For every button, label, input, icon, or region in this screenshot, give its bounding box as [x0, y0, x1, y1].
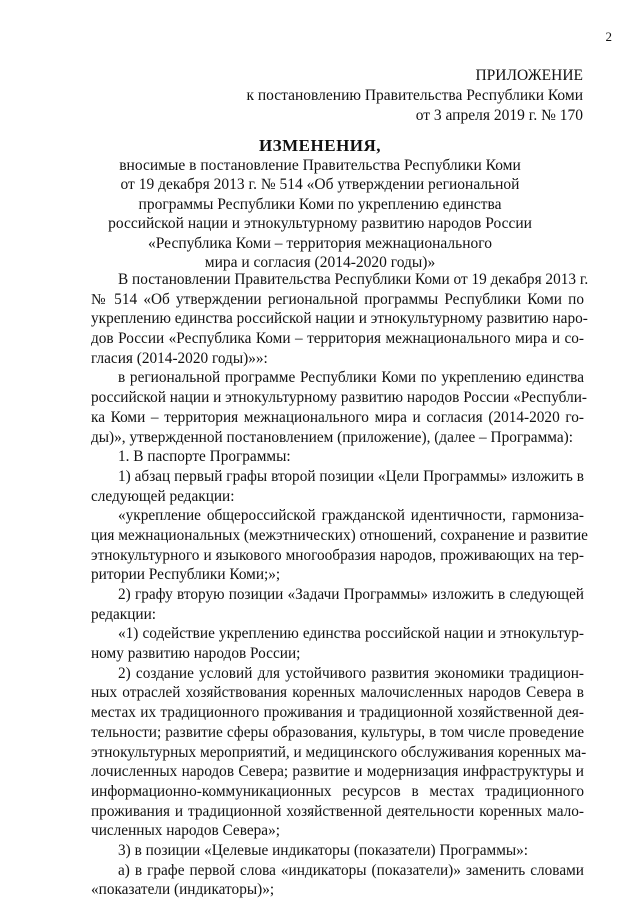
- subtitle-line: мира и согласия (2014-2020 годы)»: [204, 254, 436, 272]
- document-body: [91, 270, 589, 900]
- body-line: численных народов Севера»;: [91, 822, 280, 840]
- body-line: гласия (2014-2020 годы)»»:: [91, 349, 268, 367]
- body-line: этнокультурных мероприятий, и медицинского обслуживания коренных ма-: [91, 743, 587, 761]
- body-line: В постановлении Правительства Республики Коми от 19 декабря 2013 г.: [118, 271, 589, 288]
- body-line: 1) абзац первый графы второй позиции «Цели Программы» изложить в: [118, 467, 584, 485]
- body-line: ритории Республики Коми;»;: [91, 566, 281, 584]
- body-line: проживания и традиционной хозяйственной деятельности коренных мало-: [91, 802, 584, 820]
- body-line: редакции:: [91, 605, 157, 623]
- body-line: укреплению единства российской нации и этнокультурному развитию наро-: [91, 310, 588, 328]
- body-line: «укрепление общероссийской гражданской идентичности, гармониза-: [118, 507, 584, 525]
- body-line: № 514 «Об утверждении региональной программы Республики Коми по: [91, 290, 584, 308]
- body-line: местах их традиционного проживания и традиционной хозяйственной дея-: [91, 704, 584, 722]
- body-line: в региональной программе Республики Коми по укреплению единства: [118, 369, 584, 387]
- body-line: а) в графе первой слова «индикаторы (показатели)» заменить словами: [118, 861, 584, 879]
- subtitle-line: от 19 декабря 2013 г. № 514 «Об утверждении региональной: [120, 176, 520, 194]
- body-line: «1) содействие укреплению единства российской нации и этнокультур-: [118, 625, 584, 643]
- body-line: следующей редакции:: [91, 487, 235, 505]
- body-line: ному развитию народов России;: [91, 645, 301, 663]
- body-line: 2) графу вторую позиции «Задачи Программы» изложить в следующей: [118, 586, 584, 603]
- subtitle-line: программы Республики Коми по укреплению единства: [138, 195, 502, 213]
- body-line: тельности; развитие сферы образования, культуры, в том числе проведение: [91, 723, 584, 741]
- body-line: ных отраслей хозяйствования коренных малочисленных народов Севера в: [91, 684, 584, 702]
- body-line: 3) в позиции «Целевые индикаторы (показатели) Программы»:: [118, 841, 529, 859]
- body-line: 2) создание условий для устойчивого развития экономики традицион-: [118, 664, 584, 682]
- body-line: этнокультурного и языкового многообразия народов, проживающих на тер-: [91, 546, 584, 564]
- body-line: 1. В паспорте Программы:: [118, 448, 291, 466]
- body-line: ка Коми – территория межнационального мира и согласия (2014-2020 го-: [91, 408, 584, 426]
- body-line: «показатели (индикаторы)»;: [91, 881, 275, 899]
- document-title: ИЗМЕНЕНИЯ,: [258, 136, 382, 155]
- body-line: лочисленных народов Севера; развитие и модернизация инфраструктуры и: [91, 763, 584, 781]
- subtitle-line: вносимые в постановление Правительства Республики Коми: [119, 157, 521, 174]
- body-line: ция межнациональных (межэтнических) отношений, сохранение и развитие: [91, 526, 588, 544]
- body-line: дов России «Республика Коми – территория межнационального мира и со-: [91, 330, 584, 348]
- body-line: информационно-коммуникационных ресурсов в местах традиционного: [91, 782, 584, 800]
- appendix-reference: к постановлению Правительства Республики Коми: [246, 87, 583, 104]
- subtitle-line: российской нации и этнокультурному развитию народов России: [108, 215, 532, 233]
- appendix-date: от 3 апреля 2019 г. № 170: [415, 107, 583, 124]
- document-subtitle: [100, 156, 540, 272]
- appendix-block: [223, 66, 583, 126]
- body-line: российской нации и этнокультурному развитию народов России «Республи-: [91, 389, 587, 407]
- appendix-heading: ПРИЛОЖЕНИЕ: [475, 67, 583, 84]
- body-line: ды)», утвержденной постановлением (приложение), (далее – Программа):: [91, 428, 573, 446]
- page-number: 2: [605, 29, 612, 44]
- subtitle-line: «Республика Коми – территория межнационального: [148, 234, 492, 252]
